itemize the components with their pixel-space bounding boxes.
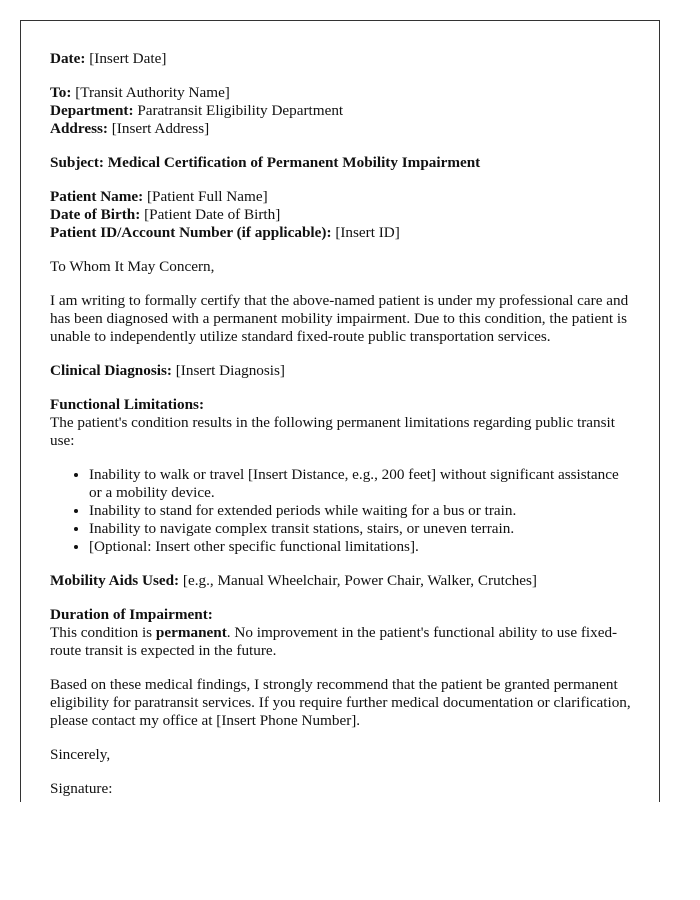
list-item: • [Optional: Insert other specific functional limitations].: [89, 538, 631, 556]
mobility-aids-label: Mobility Aids Used:: [50, 572, 180, 589]
closing: Sincerely,: [50, 746, 111, 763]
mobility-aids-value: [e.g., Manual Wheelchair, Power Chair, Walker, Crutches]: [182, 572, 537, 589]
patient-id-value: [Insert ID]: [335, 224, 400, 241]
date-value: [Insert Date]: [89, 50, 167, 67]
patient-dob-line: [50, 206, 631, 224]
recommendation-paragraph: Based on these medical findings, I strongly recommend that the patient be granted permanent eligibility for paratransit services. If you require further medical documentation or clarification, please contact my office at [Insert Phone Number].: [50, 676, 631, 729]
list-item: • Inability to stand for extended periods while waiting for a bus or train.: [89, 502, 631, 520]
diagnosis-line: [50, 362, 631, 380]
address-label: Address:: [50, 120, 108, 137]
patient-dob-value: [Patient Date of Birth]: [144, 206, 281, 223]
limitations-list: [50, 466, 631, 556]
diagnosis-value: [Insert Diagnosis]: [175, 362, 285, 379]
date-label: Date:: [50, 50, 86, 67]
patient-name-value: [Patient Full Name]: [147, 188, 268, 205]
functional-limitations-block: [50, 396, 631, 450]
patient-id-line: [50, 224, 631, 242]
patient-dob-label: Date of Birth:: [50, 206, 141, 223]
salutation: To Whom It May Concern,: [50, 258, 215, 275]
letter-page: [20, 20, 660, 802]
department-line: [50, 102, 631, 120]
functional-limitations-intro: The patient's condition results in the following permanent limitations regarding public transit use:: [50, 414, 615, 449]
duration-emphasis: permanent: [155, 624, 227, 641]
letter-content: [21, 21, 659, 798]
list-item: • Inability to navigate complex transit stations, stairs, or uneven terrain.: [89, 520, 631, 538]
patient-block: [50, 188, 631, 242]
patient-name-label: Patient Name:: [50, 188, 144, 205]
to-label: To:: [50, 84, 72, 101]
department-value: Paratransit Eligibility Department: [137, 102, 344, 119]
subject-line: [50, 154, 631, 172]
list-item: • Inability to walk or travel [Insert Distance, e.g., 200 feet] without significant assistance or a mobility device.: [89, 466, 631, 502]
to-line: [50, 84, 631, 102]
address-line: [50, 120, 631, 138]
intro-paragraph: I am writing to formally certify that the above-named patient is under my professional care and has been diagnosed with a permanent mobility impairment. Due to this condition, the patient is unable to independently utilize standard fixed-route public transportation services.: [50, 292, 629, 345]
duration-text-after: . No improvement in the patient's functional ability to use fixed-route transit is expected in the future.: [50, 624, 618, 659]
patient-name-line: [50, 188, 631, 206]
duration-text-before: This condition is: [50, 624, 156, 641]
to-value: [Transit Authority Name]: [75, 84, 230, 101]
department-label: Department:: [50, 102, 134, 119]
diagnosis-label: Clinical Diagnosis:: [50, 362, 172, 379]
signature-label: Signature:: [50, 780, 113, 797]
duration-block: [50, 606, 631, 660]
patient-id-label: Patient ID/Account Number (if applicable):: [50, 224, 332, 241]
address-value: [Insert Address]: [111, 120, 210, 137]
recipient-block: [50, 84, 631, 138]
date-line: [50, 50, 631, 68]
subject-text: Subject: Medical Certification of Permanent Mobility Impairment: [50, 154, 481, 171]
mobility-aids-line: [50, 572, 631, 590]
functional-limitations-heading: Functional Limitations:: [50, 396, 204, 413]
duration-heading: Duration of Impairment:: [50, 606, 213, 623]
